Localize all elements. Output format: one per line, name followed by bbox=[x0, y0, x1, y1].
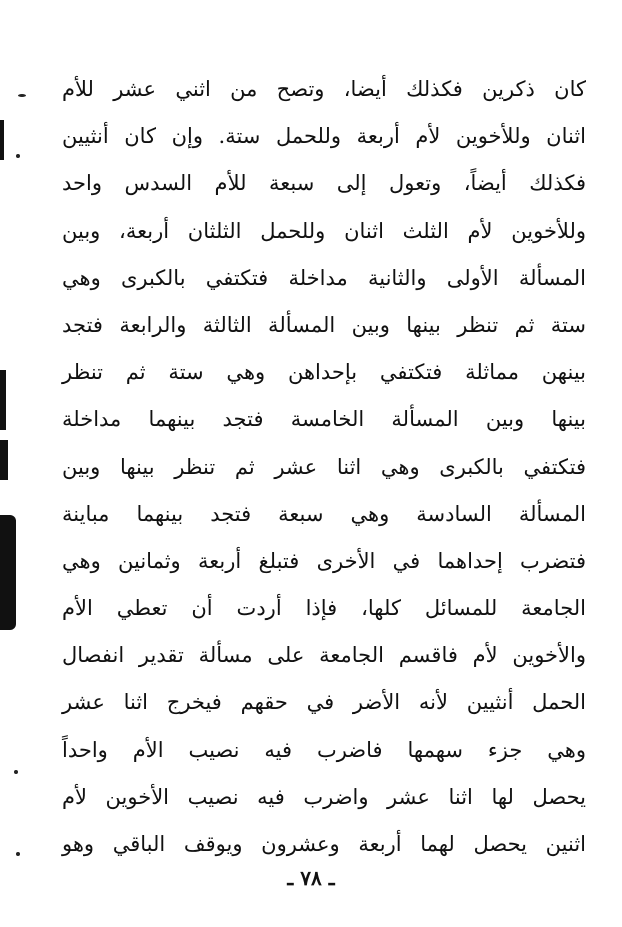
text-line: وهي جزء سهمها فاضرب فيه نصيب الأم واحداً bbox=[62, 737, 586, 762]
text-line: والأخوين لأم فاقسم الجامعة على مسألة تقدير انفصال bbox=[62, 643, 586, 668]
text-line: بينها وبين المسألة الخامسة فتجد بينهما مداخلة bbox=[62, 407, 586, 432]
text-line: يحصل لها اثنا عشر واضرب فيه نصيب الأخوين لأم bbox=[62, 784, 586, 809]
text-line: الجامعة للمسائل كلها، فإذا أردت أن تعطي الأم bbox=[62, 596, 586, 621]
scan-speck bbox=[14, 770, 18, 774]
text-line: المسألة السادسة وهي سبعة فتجد بينهما مباينة bbox=[62, 501, 586, 526]
scan-speck bbox=[18, 94, 26, 97]
text-line: فكذلك أيضاً، وتعول إلى سبعة للأم السدس واحد bbox=[62, 171, 586, 196]
text-line: المسألة الأولى والثانية مداخلة فتكتفي بالكبرى وهي bbox=[62, 265, 586, 290]
scan-speck bbox=[16, 154, 20, 158]
scan-speck bbox=[16, 852, 20, 856]
text-line: فتضرب إحداهما في الأخرى فتبلغ أربعة وثمانين وهي bbox=[62, 548, 586, 573]
text-line: وللأخوين لأم الثلث اثنان وللحمل الثلثان أربعة، وبين bbox=[62, 218, 586, 243]
scan-edge-mark bbox=[0, 515, 16, 630]
text-line: ستة ثم تنظر بينها وبين المسألة الثالثة والرابعة فتجد bbox=[62, 312, 586, 337]
text-line: اثنين يحصل لهما أربعة وعشرون ويوقف الباقي وهو bbox=[62, 832, 586, 856]
text-line: فتكتفي بالكبرى وهي اثنا عشر ثم تنظر بينها وبين bbox=[62, 454, 586, 479]
scan-edge-mark bbox=[0, 370, 6, 430]
text-line: بينهن مماثلة فتكتفي بإحداهن وهي ستة ثم تنظر bbox=[62, 360, 586, 385]
body-text bbox=[62, 66, 586, 868]
page-number: ـ ٧٨ ـ bbox=[287, 866, 335, 890]
text-line: كان ذكرين فكذلك أيضا، وتصح من اثني عشر للأم bbox=[62, 77, 586, 101]
text-line: اثنان وللأخوين لأم أربعة وللحمل ستة. وإن كان أنثيين bbox=[62, 124, 586, 149]
scan-edge-mark bbox=[0, 440, 8, 480]
scan-edge-mark bbox=[0, 120, 4, 160]
text-line: الحمل أنثيين لأنه الأضر في حقهم فيخرج اثنا عشر bbox=[62, 690, 586, 715]
